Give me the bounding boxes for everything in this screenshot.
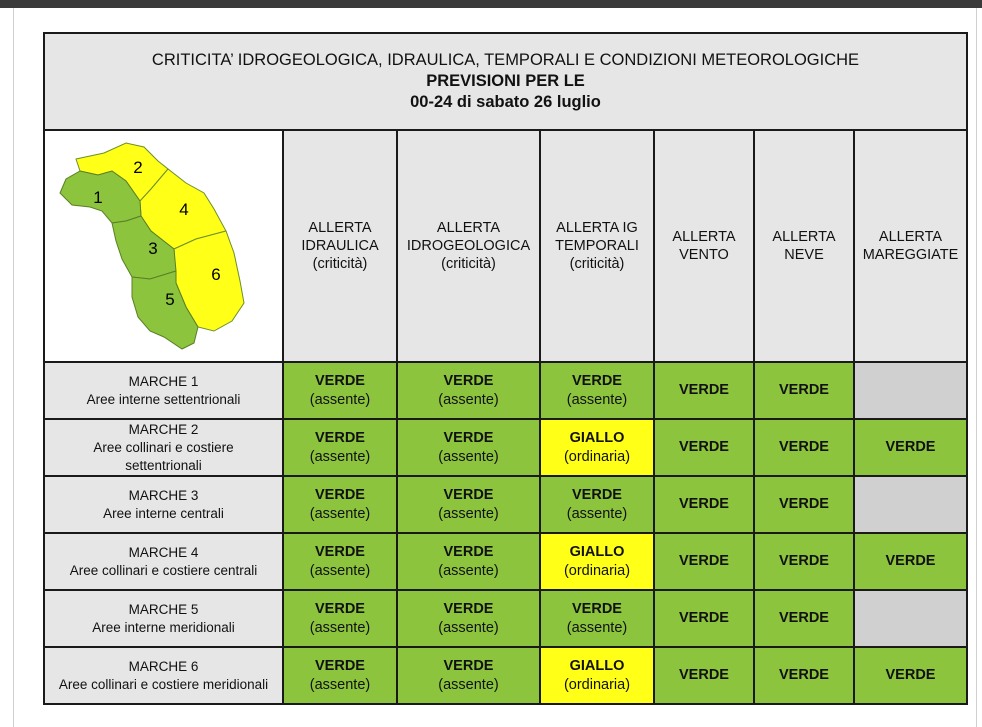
alert-level-cell — [754, 647, 854, 704]
column-header-temporali — [540, 130, 654, 362]
alert-level: VERDE — [315, 372, 365, 389]
alert-level-cell — [397, 476, 540, 533]
zone-name: MARCHE 5 — [128, 601, 199, 617]
alert-level-cell — [540, 647, 654, 704]
alert-level-cell — [654, 533, 754, 590]
alert-level-cell — [654, 590, 754, 647]
column-header-neve — [754, 130, 854, 362]
alert-level: VERDE — [315, 657, 365, 674]
alert-level-cell — [283, 590, 397, 647]
alert-level: VERDE — [572, 486, 622, 503]
criticality: (assente) — [566, 619, 628, 636]
column-header-vento — [654, 130, 754, 362]
alert-level-cell — [654, 476, 754, 533]
table-row — [44, 590, 967, 647]
criticality: (assente) — [438, 619, 499, 636]
zone-5-label: 5 — [165, 290, 175, 309]
alert-level: VERDE — [443, 372, 494, 389]
region-map-cell — [44, 130, 283, 362]
alert-level: VERDE — [443, 543, 494, 560]
alert-level: GIALLO — [569, 429, 625, 446]
zone-2-label: 2 — [133, 158, 143, 177]
zone-name-cell — [44, 362, 283, 419]
page-right-edge — [976, 8, 977, 727]
table-row — [44, 362, 967, 419]
header-line: TEMPORALI — [555, 238, 639, 254]
zone-4-label: 4 — [179, 200, 189, 219]
header-line: (criticità) — [441, 256, 496, 272]
alert-level-cell — [397, 590, 540, 647]
zone-name-cell — [44, 476, 283, 533]
title-line-3: 00-24 di sabato 26 luglio — [410, 93, 601, 111]
alert-level: VERDE — [443, 429, 494, 446]
zone-description-cont: settentrionali — [125, 457, 202, 473]
zone-description: Aree collinari e costiere centrali — [69, 562, 258, 578]
title-line-2: PREVISIONI PER LE — [426, 72, 585, 90]
criticality: (assente) — [309, 562, 371, 579]
alert-level-cell — [397, 419, 540, 476]
column-header-idraulica — [283, 130, 397, 362]
header-line: IDROGEOLOGICA — [406, 238, 531, 254]
alert-level: VERDE — [679, 439, 729, 455]
alert-level: VERDE — [443, 600, 494, 617]
criticality: (assente) — [438, 448, 499, 465]
alert-level: VERDE — [679, 496, 729, 512]
header-line: ALLERTA — [878, 229, 943, 245]
alert-level-cell — [854, 590, 967, 647]
zone-name-cell — [44, 533, 283, 590]
marche-zone-map — [46, 131, 281, 356]
criticality: (assente) — [309, 619, 371, 636]
zone-6-label: 6 — [211, 265, 221, 284]
alert-level-cell — [540, 419, 654, 476]
alert-level: VERDE — [779, 496, 829, 512]
alert-level-cell — [754, 533, 854, 590]
criticality: (assente) — [438, 505, 499, 522]
header-line: VENTO — [679, 247, 729, 263]
alert-level: VERDE — [315, 600, 365, 617]
alert-level: VERDE — [779, 439, 829, 455]
alert-level-cell — [854, 533, 967, 590]
zone-name: MARCHE 3 — [128, 487, 199, 503]
alert-level-cell — [654, 647, 754, 704]
alert-level-cell — [854, 647, 967, 704]
alert-level: VERDE — [315, 486, 365, 503]
criticality: (ordinaria) — [563, 448, 631, 465]
criticality: (assente) — [309, 505, 371, 522]
alert-level-cell — [654, 362, 754, 419]
table-row — [44, 647, 967, 704]
zone-name-cell — [44, 647, 283, 704]
zone-description: Aree collinari e costiere — [93, 439, 234, 455]
alert-level: VERDE — [885, 553, 936, 569]
zone-description: Aree interne meridionali — [92, 619, 235, 635]
alert-level-cell — [283, 362, 397, 419]
zone-name: MARCHE 6 — [128, 658, 199, 674]
header-line: ALLERTA IG — [556, 220, 638, 236]
alert-level: VERDE — [779, 667, 829, 683]
criticality: (assente) — [438, 676, 499, 693]
alert-level: VERDE — [885, 439, 936, 455]
alert-level: VERDE — [779, 610, 829, 626]
alert-level-cell — [397, 647, 540, 704]
criticality: (assente) — [309, 448, 371, 465]
title-line-1: CRITICITA’ IDROGEOLOGICA, IDRAULICA, TEMPORALI E CONDIZIONI METEOROLOGICHE — [151, 51, 860, 69]
alert-level: VERDE — [572, 600, 622, 617]
alert-level: VERDE — [885, 667, 936, 683]
alert-level-cell — [283, 647, 397, 704]
alert-level: VERDE — [779, 382, 829, 398]
alert-level: VERDE — [315, 543, 365, 560]
zone-1-label: 1 — [93, 188, 103, 207]
alert-level-cell — [283, 476, 397, 533]
zone-name: MARCHE 2 — [128, 421, 199, 437]
alert-level: VERDE — [443, 486, 494, 503]
alert-level-cell — [854, 362, 967, 419]
header-line: ALLERTA — [672, 229, 736, 245]
alert-level-cell — [540, 362, 654, 419]
page-left-edge — [13, 8, 14, 727]
header-line: NEVE — [784, 247, 824, 263]
alert-level-cell — [754, 362, 854, 419]
header-line: ALLERTA — [436, 220, 501, 236]
alert-level: VERDE — [779, 553, 829, 569]
alert-level: VERDE — [315, 429, 365, 446]
alert-level: GIALLO — [569, 657, 625, 674]
alert-table — [43, 32, 968, 705]
alert-level-cell — [854, 476, 967, 533]
alert-level-cell — [283, 533, 397, 590]
alert-level: GIALLO — [569, 543, 625, 560]
alert-level-cell — [283, 419, 397, 476]
column-header-mareggiate — [854, 130, 967, 362]
alert-level-cell — [397, 533, 540, 590]
alert-level-cell — [540, 476, 654, 533]
header-line: IDRAULICA — [301, 238, 379, 254]
alert-level-cell — [854, 419, 967, 476]
zone-description: Aree collinari e costiere meridionali — [58, 676, 269, 692]
zone-3-label: 3 — [148, 239, 158, 258]
zone-description: Aree interne centrali — [103, 505, 224, 521]
alert-level: VERDE — [679, 382, 729, 398]
criticality: (assente) — [309, 391, 371, 408]
header-line: MAREGGIATE — [862, 247, 959, 263]
header-line: (criticità) — [569, 256, 625, 272]
zone-name-cell — [44, 419, 283, 476]
criticality: (ordinaria) — [563, 562, 631, 579]
zone-name: MARCHE 4 — [128, 544, 199, 560]
alert-level: VERDE — [443, 657, 494, 674]
table-row — [44, 533, 967, 590]
table-row — [44, 476, 967, 533]
criticality: (assente) — [438, 391, 499, 408]
criticality: (assente) — [566, 391, 628, 408]
zone-name: MARCHE 1 — [128, 373, 199, 389]
header-line: ALLERTA — [772, 229, 836, 245]
alert-level-cell — [397, 362, 540, 419]
alert-level: VERDE — [572, 372, 622, 389]
criticality: (assente) — [309, 676, 371, 693]
criticality: (assente) — [438, 562, 499, 579]
bulletin-title — [44, 33, 967, 130]
zone-description: Aree interne settentrionali — [86, 391, 241, 407]
alert-level-cell — [754, 419, 854, 476]
table-row — [44, 419, 967, 476]
criticality: (ordinaria) — [563, 676, 631, 693]
alert-level-cell — [754, 476, 854, 533]
zone-name-cell — [44, 590, 283, 647]
viewer-top-bar — [0, 0, 982, 8]
alert-level: VERDE — [679, 667, 729, 683]
alert-level-cell — [540, 533, 654, 590]
alert-level-cell — [654, 419, 754, 476]
column-header-idrogeologica — [397, 130, 540, 362]
alert-level: VERDE — [679, 553, 729, 569]
alert-level-cell — [754, 590, 854, 647]
alert-level-cell — [540, 590, 654, 647]
header-line: ALLERTA — [308, 220, 372, 236]
criticality: (assente) — [566, 505, 628, 522]
alert-level: VERDE — [679, 610, 729, 626]
header-line: (criticità) — [312, 256, 368, 272]
